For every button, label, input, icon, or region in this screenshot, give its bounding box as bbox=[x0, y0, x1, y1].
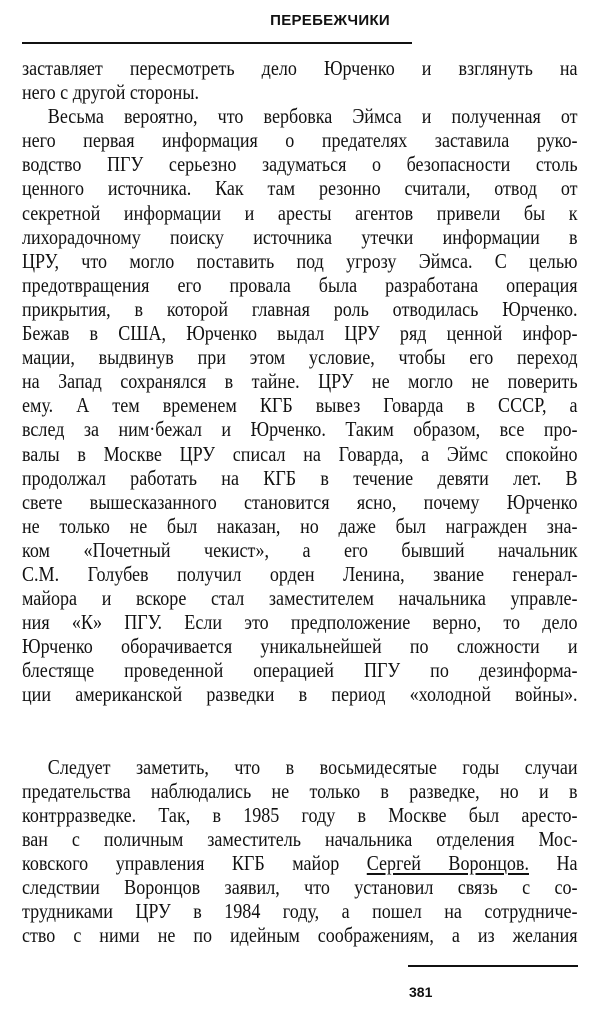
text-line: С.М. Голубев получил орден Ленина, звание генерал- bbox=[22, 561, 578, 586]
text-line: ния «К» ПГУ. Если это предположение верно, то дело bbox=[22, 610, 578, 635]
text-line: ценного источника. Как там резонно считали, отвод от bbox=[22, 176, 578, 201]
text-line: трудниками ЦРУ в 1984 году, а пошел на сотрудниче- bbox=[22, 899, 578, 924]
text-fragment: ковского управления КГБ майор bbox=[22, 850, 367, 875]
text-line: вслед за ним·бежал и Юрченко. Таким образом, все про- bbox=[22, 417, 578, 442]
text-line: майора и вскоре стал заместителем начальника управле- bbox=[22, 586, 578, 611]
text-line: предательства наблюдались не только в разведке, но и в bbox=[22, 778, 578, 803]
page-number: 381 bbox=[409, 984, 433, 1000]
body-text bbox=[22, 56, 578, 947]
text-line: ван с поличным заместитель начальника отделения Мос- bbox=[22, 826, 578, 851]
text-line: Бежав в США, Юрченко выдал ЦРУ ряд ценной инфор- bbox=[22, 321, 578, 346]
text-line: ство с ними не по идейным соображениям, а из желания bbox=[22, 923, 578, 948]
text-line: него первая информация о предателях заставила руко- bbox=[22, 128, 578, 153]
text-line: продолжал работать на КГБ в течение девяти лет. В bbox=[22, 465, 578, 490]
text-line: мации, выдвинув при этом условие, чтобы его переход bbox=[22, 345, 578, 370]
text-line: на Запад сохранялся в тайне. ЦРУ не могло не поверить bbox=[22, 369, 578, 394]
text-line: свете вышесказанного становится ясно, почему Юрченко bbox=[22, 489, 578, 514]
text-line: лихорадочному поиску источника утечки информации в bbox=[22, 224, 578, 249]
text-line: валы в Москве ЦРУ списал на Говарда, а Эймс спокойно bbox=[22, 441, 578, 466]
running-head-title: ПЕРЕБЕЖЧИКИ bbox=[270, 12, 390, 29]
text-line: Следует заметить, что в восьмидесятые годы случаи bbox=[47, 754, 578, 779]
text-line: заставляет пересмотреть дело Юрченко и взглянуть на bbox=[22, 56, 578, 80]
text-line: Весьма вероятно, что вербовка Эймса и полученная от bbox=[47, 104, 578, 129]
text-line: контрразведке. Так, в 1985 году в Москве был аресто- bbox=[22, 802, 578, 827]
text-line: секретной информации и аресты агентов привели бы к bbox=[22, 200, 578, 225]
text-line: ЦРУ, что могло поставить под угрозу Эймса. С целью bbox=[22, 248, 578, 273]
text-fragment: На bbox=[528, 850, 578, 875]
header-rule bbox=[22, 42, 412, 44]
text-line-with-name bbox=[22, 851, 578, 875]
underlined-name: Сергей Воронцов. bbox=[366, 850, 529, 875]
text-line: водство ПГУ серьезно задуматься о безопасности столь bbox=[22, 152, 578, 177]
paragraph-gap bbox=[22, 707, 578, 755]
text-line: следствии Воронцов заявил, что установил связь с со- bbox=[22, 875, 578, 899]
text-line: предотвращения его провала была разработана операция bbox=[22, 272, 578, 297]
text-line: Юрченко оборачивается уникальнейшей по сложности и bbox=[22, 634, 578, 659]
text-line: блестяще проведенной операцией ПГУ по дезинформа- bbox=[22, 658, 578, 683]
text-line: ции американской разведки в период «холодной войны». bbox=[22, 682, 578, 707]
text-line: него с другой стороны. bbox=[22, 80, 199, 105]
text-line: ему. А тем временем КГБ вывез Говарда в СССР, а bbox=[22, 393, 578, 418]
text-line: не только не был наказан, но даже был награжден зна- bbox=[22, 513, 578, 538]
text-line: ком «Почетный чекист», а его бывший начальник bbox=[22, 537, 578, 562]
footer-rule bbox=[408, 965, 578, 967]
text-line: прикрытия, в которой главная роль отводилась Юрченко. bbox=[22, 296, 578, 321]
